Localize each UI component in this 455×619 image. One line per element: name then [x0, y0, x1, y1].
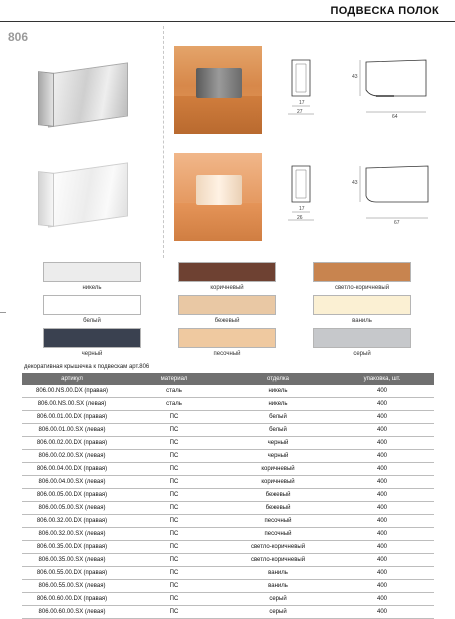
table-row [22, 502, 434, 515]
vertical-separator [163, 26, 164, 258]
cell-packaging: 400 [330, 528, 434, 541]
table-row [22, 424, 434, 437]
swatch-color [178, 262, 276, 282]
cell-finish: никель [226, 385, 330, 398]
cell-article: 806.00.02.00.DX (правая) [22, 437, 122, 450]
cell-packaging: 400 [330, 398, 434, 411]
cell-material: ПС [122, 515, 226, 528]
bracket-back-plate [48, 162, 128, 227]
table-row [22, 567, 434, 580]
cell-material: ПС [122, 554, 226, 567]
drawing-lines-top [286, 52, 436, 128]
cell-article: 806.00.01.00.SX (левая) [22, 424, 122, 437]
header-material: материал [122, 373, 226, 385]
swatch-label: черный [81, 351, 103, 357]
height-dimension: 43 [352, 180, 358, 186]
cell-finish: коричневый [226, 463, 330, 476]
installed-light-cover-photo [174, 153, 262, 241]
table-row [22, 385, 434, 398]
cover-cap [196, 68, 242, 98]
table-row [22, 398, 434, 411]
cell-article: 806.00.60.00.SX (левая) [22, 606, 122, 619]
cell-finish: бежевый [226, 489, 330, 502]
header-divider [0, 21, 455, 22]
table-caption: декоративная крышечка к подвескам арт.806 [24, 364, 150, 370]
swatch-color [178, 295, 276, 315]
cell-material: ПС [122, 567, 226, 580]
cell-packaging: 400 [330, 580, 434, 593]
cell-material: ПС [122, 593, 226, 606]
cell-material: ПС [122, 450, 226, 463]
table-row [22, 593, 434, 606]
cell-packaging: 400 [330, 411, 434, 424]
cell-material: ПС [122, 489, 226, 502]
table-row [22, 580, 434, 593]
page-title: ПОДВЕСКА ПОЛОК [330, 5, 439, 17]
table-row [22, 606, 434, 619]
cell-material: ПС [122, 476, 226, 489]
swatch-label: бежевый [214, 318, 240, 324]
cell-packaging: 400 [330, 515, 434, 528]
cell-article: 806.00.02.00.SX (левая) [22, 450, 122, 463]
cell-packaging: 400 [330, 476, 434, 489]
cell-article: 806.00.NS.00.SX (левая) [22, 398, 122, 411]
swatch-label: никель [82, 285, 102, 291]
bracket-side-fold [38, 71, 54, 127]
cell-finish: белый [226, 424, 330, 437]
header-article: артикул [22, 373, 122, 385]
swatch-nickel [43, 262, 141, 291]
nickel-bracket-image [38, 64, 134, 128]
cover-cap [196, 175, 242, 205]
cell-finish: серый [226, 606, 330, 619]
swatch-label: белый [83, 318, 101, 324]
cell-article: 806.00.05.00.DX (правая) [22, 489, 122, 502]
cell-material: ПС [122, 411, 226, 424]
swatch-color [313, 295, 411, 315]
bracket-side-fold [38, 171, 54, 227]
cell-material: сталь [122, 398, 226, 411]
swatch-color [313, 262, 411, 282]
swatch-label: песочный [213, 351, 241, 357]
cell-packaging: 400 [330, 502, 434, 515]
cell-article: 806.00.60.00.DX (правая) [22, 593, 122, 606]
shelf-panel [174, 203, 262, 241]
table-row [22, 437, 434, 450]
header-packaging: упаковка, шт. [330, 373, 434, 385]
swatch-grey [313, 328, 411, 357]
cell-article: 806.00.04.00.SX (левая) [22, 476, 122, 489]
shelf-panel [174, 96, 262, 134]
table-row [22, 528, 434, 541]
cell-article: 806.00.05.00.SX (левая) [22, 502, 122, 515]
cell-article: 806.00.32.00.SX (левая) [22, 528, 122, 541]
length-dimension: 67 [394, 220, 400, 226]
spec-table [22, 373, 434, 619]
cell-material: ПС [122, 437, 226, 450]
swatch-color [313, 328, 411, 348]
swatch-color [178, 328, 276, 348]
width-dimension: 26 [297, 215, 303, 221]
table-row [22, 450, 434, 463]
cell-finish: коричневый [226, 476, 330, 489]
cell-packaging: 400 [330, 463, 434, 476]
table-row [22, 476, 434, 489]
table-row [22, 411, 434, 424]
cell-packaging: 400 [330, 593, 434, 606]
swatch-color [43, 295, 141, 315]
cell-article: 806.00.04.00.DX (правая) [22, 463, 122, 476]
cell-packaging: 400 [330, 385, 434, 398]
length-dimension: 64 [392, 114, 398, 120]
technical-drawing-bottom [286, 160, 436, 236]
table-row [22, 541, 434, 554]
cell-article: 806.00.NS.00.DX (правая) [22, 385, 122, 398]
article-code: 806 [8, 30, 29, 44]
cell-packaging: 400 [330, 606, 434, 619]
depth-dimension: 17 [299, 206, 305, 212]
drawing-lines-bottom [286, 160, 436, 236]
cell-packaging: 400 [330, 554, 434, 567]
cell-material: сталь [122, 385, 226, 398]
installed-dark-cover-photo [174, 46, 262, 134]
cell-finish: песочный [226, 515, 330, 528]
cell-article: 806.00.35.00.SX (левая) [22, 554, 122, 567]
swatch-label: ваниль [352, 318, 372, 324]
depth-dimension: 17 [299, 100, 305, 106]
cell-packaging: 400 [330, 437, 434, 450]
cell-finish: ваниль [226, 567, 330, 580]
table-row [22, 489, 434, 502]
table-row [22, 463, 434, 476]
cell-material: ПС [122, 424, 226, 437]
width-dimension: 27 [297, 109, 303, 115]
swatch-label: светло-коричневый [334, 285, 390, 291]
cell-article: 806.00.01.00.DX (правая) [22, 411, 122, 424]
cell-finish: светло-коричневый [226, 554, 330, 567]
swatch-white [43, 295, 141, 324]
swatch-label: коричневый [210, 285, 244, 291]
cell-finish: светло-коричневый [226, 541, 330, 554]
cell-material: ПС [122, 463, 226, 476]
margin-tick [0, 312, 6, 313]
bracket-back-plate [48, 62, 128, 127]
table-body [22, 385, 434, 619]
cell-finish: ваниль [226, 580, 330, 593]
cell-finish: белый [226, 411, 330, 424]
cell-finish: черный [226, 450, 330, 463]
white-bracket-image [38, 164, 134, 228]
cell-material: ПС [122, 502, 226, 515]
table-row [22, 515, 434, 528]
swatch-black [43, 328, 141, 357]
cell-finish: песочный [226, 528, 330, 541]
swatch-color [43, 262, 141, 282]
cell-article: 806.00.32.00.DX (правая) [22, 515, 122, 528]
cell-article: 806.00.55.00.DX (правая) [22, 567, 122, 580]
cell-finish: серый [226, 593, 330, 606]
cell-packaging: 400 [330, 450, 434, 463]
cell-finish: черный [226, 437, 330, 450]
table-row [22, 554, 434, 567]
cell-packaging: 400 [330, 489, 434, 502]
cell-packaging: 400 [330, 541, 434, 554]
swatch-beige [178, 295, 276, 324]
swatch-color [43, 328, 141, 348]
header-finish: отделка [226, 373, 330, 385]
cell-packaging: 400 [330, 424, 434, 437]
swatch-sand [178, 328, 276, 357]
swatch-label: серый [353, 351, 371, 357]
cell-material: ПС [122, 606, 226, 619]
cell-material: ПС [122, 541, 226, 554]
technical-drawing-top [286, 52, 436, 128]
swatch-light-brown [313, 262, 411, 291]
swatch-brown [178, 262, 276, 291]
cell-finish: никель [226, 398, 330, 411]
cell-material: ПС [122, 580, 226, 593]
cell-material: ПС [122, 528, 226, 541]
height-dimension: 43 [352, 74, 358, 80]
cell-packaging: 400 [330, 567, 434, 580]
cell-finish: бежевый [226, 502, 330, 515]
cell-article: 806.00.55.00.SX (левая) [22, 580, 122, 593]
cell-article: 806.00.35.00.DX (правая) [22, 541, 122, 554]
table-header-row [22, 373, 434, 385]
swatch-vanilla [313, 295, 411, 324]
